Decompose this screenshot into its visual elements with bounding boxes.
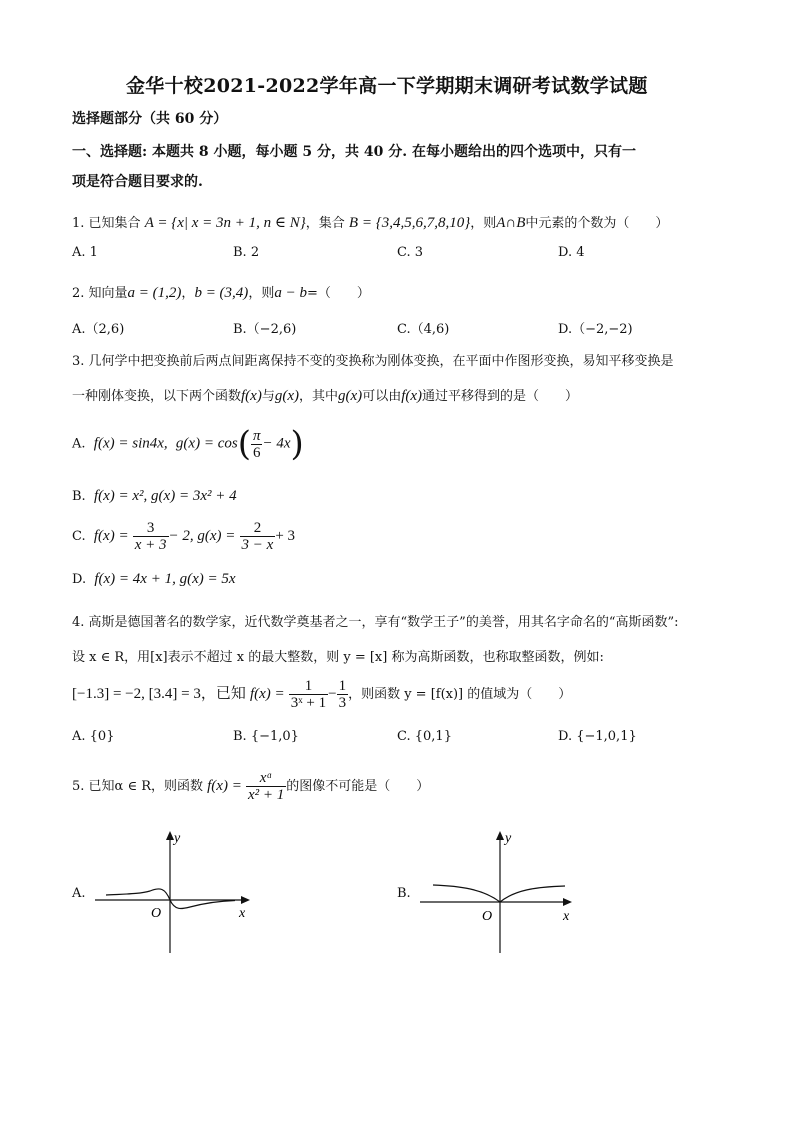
q2-sep: ， xyxy=(181,286,195,301)
left-paren: ( xyxy=(237,424,251,464)
y-axis-arrow xyxy=(166,831,174,840)
question-2 xyxy=(72,282,370,302)
q2-prefix: 2. 知向量 xyxy=(72,286,128,301)
q3-option-d-label: D. xyxy=(72,572,87,587)
q3-option-c-label: C. xyxy=(72,529,86,544)
q5-graph-b xyxy=(415,825,585,955)
q2-option-c: C.（4,6) xyxy=(397,322,450,337)
q3-option-c-fraction-2 xyxy=(240,520,276,553)
q2-option-b: B.（−2,6) xyxy=(233,322,297,337)
q1-option-d: D. 4 xyxy=(558,245,585,260)
q4-num-2: 1 xyxy=(338,678,347,694)
q3-option-a-f: f(x) = sin4x, xyxy=(93,435,168,452)
q4-den-2: 3 xyxy=(338,695,347,711)
q4-f: f(x) = xyxy=(249,686,285,702)
q3-option-b-expr: f(x) = x², g(x) = 3x² + 4 xyxy=(93,488,237,504)
q1-mid: ，集合 xyxy=(305,216,345,231)
q4-option-d: D. {−1,0,1} xyxy=(558,729,637,744)
q3-option-c-num-1: 3 xyxy=(133,520,169,537)
q4-option-c: C. {0,1} xyxy=(397,729,452,744)
axis-label-y: y xyxy=(174,831,181,846)
q2-vector-b: b = (3,4) xyxy=(194,285,249,301)
q1-suffix: 中元素的个数为（ ） xyxy=(525,216,669,231)
q4-minus: − xyxy=(328,686,337,702)
axis-label-x: x xyxy=(239,906,246,921)
q3-text-c: ，其中 xyxy=(299,389,339,404)
q3-text-e: 通过平移得到的是（ ） xyxy=(422,389,579,404)
q3-option-d xyxy=(72,571,236,588)
axis-label-y: y xyxy=(505,831,512,846)
q3-option-d-expr: f(x) = 4x + 1, g(x) = 5x xyxy=(94,571,236,587)
q1-set-b: B = {3,4,5,6,7,8,10} xyxy=(348,215,471,231)
q5-option-b-label: B. xyxy=(397,886,411,901)
x-axis-arrow xyxy=(563,898,572,906)
q4-num-1: 1 xyxy=(289,678,328,695)
instructions-line-1: 一、选择题: 本题共 8 小题，每小题 5 分，共 40 分. 在每小题给出的四个选项中，只有一 xyxy=(72,144,636,160)
q5-suffix: 的图像不可能是（ ） xyxy=(286,779,430,794)
q5-option-a-label: A. xyxy=(72,886,86,901)
q2-suffix: =（ ） xyxy=(306,286,370,301)
q3-option-b xyxy=(72,488,237,505)
q5-prefix: 5. 已知α ∈ R，则函数 xyxy=(72,779,203,794)
q1-set-a: A = {x| x = 3n + 1, n ∈ N} xyxy=(144,215,306,231)
q3-text-a: 一种刚体变换，以下两个函数 xyxy=(72,389,242,404)
curve-b-right xyxy=(500,886,565,902)
q2-option-d: D.（−2,−2) xyxy=(558,322,633,337)
q3-text-b: 与 xyxy=(261,389,275,404)
q2-option-a: A.（2,6) xyxy=(72,322,125,337)
q4-line-1: 4. 高斯是德国著名的数学家，近代数学奠基者之一，享有“数学王子”的美誉，用其名字命名的“高斯函数”: xyxy=(72,615,679,630)
origin-label: O xyxy=(151,906,162,921)
axis-label-x: x xyxy=(563,909,570,924)
q3-option-c-f: f(x) = xyxy=(93,528,129,544)
q3-option-c-den-1: x + 3 xyxy=(134,537,167,553)
q3-option-c-mid: − 2, g(x) = xyxy=(168,528,236,544)
q3-gx: g(x) xyxy=(274,388,300,404)
q3-option-a xyxy=(72,424,304,464)
origin-label: O xyxy=(482,909,493,924)
q4-den-1: 3ˣ + 1 xyxy=(290,695,327,711)
q5-f: f(x) = xyxy=(207,778,242,794)
q3-text-d: 可以由 xyxy=(362,389,402,404)
q5-graph-a xyxy=(90,825,260,955)
q3-gx-2: g(x) xyxy=(338,388,363,404)
x-axis-arrow xyxy=(241,896,250,904)
q3-fx-2: f(x) xyxy=(401,388,423,404)
q2-expression: a − b xyxy=(274,285,307,301)
q3-option-b-label: B. xyxy=(72,489,86,504)
q3-option-c-tail: + 3 xyxy=(275,528,296,544)
q2-vector-a: a = (1,2) xyxy=(127,285,182,301)
q4-line-3-a: [−1.3] = −2, [3.4] = 3，已知 xyxy=(72,686,246,702)
q1-option-a: A. 1 xyxy=(72,245,98,260)
q3-option-a-label: A. xyxy=(72,436,86,452)
q1-option-c: C. 3 xyxy=(397,245,424,260)
q3-option-c xyxy=(72,520,295,553)
question-1 xyxy=(72,212,668,232)
q3-option-c-fraction-1 xyxy=(133,520,169,553)
q4-fraction-1 xyxy=(289,678,328,711)
q3-option-a-g: g(x) = cos xyxy=(175,435,238,452)
q4-option-b: B. {−1,0} xyxy=(233,729,299,744)
q3-option-c-den-2: 3 − x xyxy=(241,537,274,553)
section-heading: 选择题部分（共 60 分） xyxy=(72,111,228,127)
q5-den: x² + 1 xyxy=(247,787,285,803)
q1-intersection: A∩B xyxy=(496,215,526,231)
q3-fx: f(x) xyxy=(241,388,262,404)
q3-option-c-num-2: 2 xyxy=(240,520,276,537)
q3-line-2 xyxy=(72,385,578,405)
q4-fraction-2 xyxy=(337,678,349,711)
curve-b-left xyxy=(433,885,500,902)
q3-option-a-fraction xyxy=(251,428,263,461)
q2-mid: ，则 xyxy=(248,286,275,301)
q5-fraction xyxy=(246,770,286,803)
q1-prefix: 1. 已知集合 xyxy=(72,216,141,231)
q3-line-1: 3. 几何学中把变换前后两点间距离保持不变的变换称为刚体变换，在平面中作图形变换，易知平移变换是 xyxy=(72,354,674,369)
q5-num: xᵅ xyxy=(246,770,286,787)
q3-option-a-num: π xyxy=(252,427,261,444)
right-paren: ) xyxy=(290,424,304,464)
q4-line-3-b: ，则函数 y = [f(x)] 的值域为（ ） xyxy=(348,687,572,702)
q3-option-a-tail: − 4x xyxy=(262,435,291,452)
instructions-line-2: 项是符合题目要求的. xyxy=(72,174,203,190)
page-title: 金华十校2021-2022学年高一下学期期末调研考试数学试题 xyxy=(126,75,648,97)
q1-suffix-pre: ，则 xyxy=(470,216,497,231)
q4-line-2: 设 x ∈ R，用[x]表示不超过 x 的最大整数，则 y = [x] 称为高斯函数，也称取整函数，例如: xyxy=(72,650,604,665)
question-5 xyxy=(72,770,429,803)
q4-line-3 xyxy=(72,678,571,711)
q1-option-b: B. 2 xyxy=(233,245,260,260)
y-axis-arrow xyxy=(496,831,504,840)
q3-option-a-den: 6 xyxy=(252,444,261,461)
q4-option-a: A. {0} xyxy=(72,729,115,744)
